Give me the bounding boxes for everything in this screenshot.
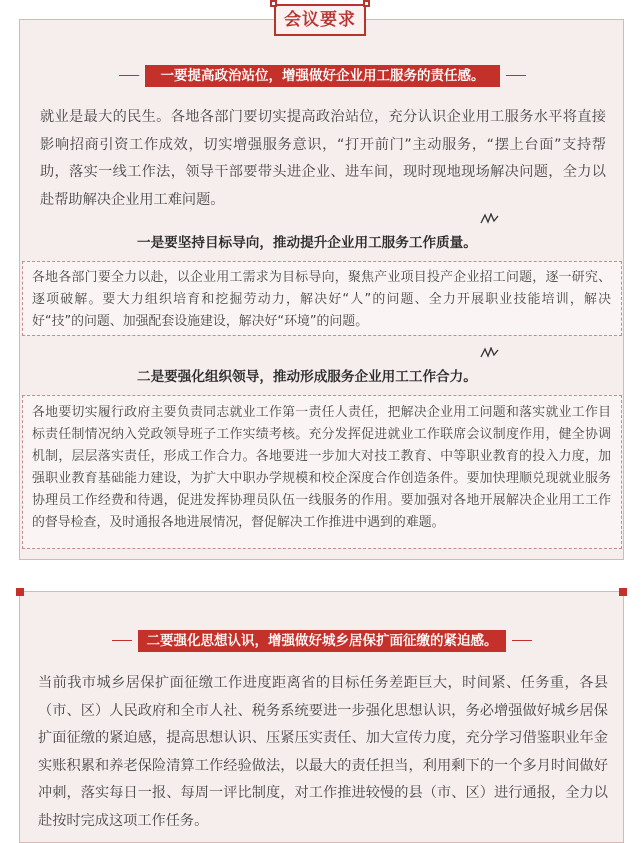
- requirement-1-text: 就业是最大的民生。各地各部门要切实提高政治站位，充分认识企业用工服务水平将直接影响招商引资工作成效，切实增强服务意识，“打开前门”主动服务，“摆上台面”支持帮助，落实一线工作法，领导干部要带头进企业、进车间，现时现地现场解决问题，全力以赴帮助解决企业用工难问题。: [40, 109, 606, 208]
- subsection-2-title: 二是要强化组织领导，推动形成服务企业用工工作合力。: [137, 369, 477, 385]
- outreach-card: [19, 591, 624, 843]
- requirement-2-text: 当前我市城乡居保扩面征缴工作进度距离省的目标任务差距巨大，时间紧、任务重，各县（市、区）人民政府和全市人社、税务系统要进一步强化思想认识，务必增强做好城乡居保扩面征缴的紧迫感，提高思想认识、压紧压实责任、加大宣传力度，充分学习借鉴职业年金实账积累和养老保险清算工作经验做法，以最大的责任担当，利用剩下的一个多月时间做好冲刺，落实每日一报、每周一评比制度，对工作推进较慢的县（市、区）进行通报，全力以赴按时完成这项工作任务。: [38, 675, 608, 829]
- corner-ornament: [16, 588, 24, 596]
- spark-icon: [480, 213, 500, 227]
- subsection-2-text: 各地要切实履行政府主要负责同志就业工作第一责任人责任，把解决企业用工问题和落实就业工作目标责任制情况纳入党政领导班子工作实绩考核。充分发挥促进就业工作联席会议制度作用，健全协调机制，层层落实责任，形成工作合力。各地要进一步加大对技工教育、中等职业教育的投入力度，加强职业教育基础能力建设，为扩大中职办学规模和校企深度合作创造条件。要加快理顺兑现就业服务协理员工作经费和待遇，促进发挥协理员队伍一线服务的作用。要加强对各地开展解决企业用工工作的督导检查，及时通报各地进展情况，督促解决工作推进中遇到的难题。: [32, 405, 611, 530]
- requirements-card: [19, 19, 624, 560]
- subsection-1-text: 各地各部门要全力以赴，以企业用工需求为目标导向，聚焦产业项目投产企业招工问题，逐一研究、逐项破解。要大力组织培育和挖掘劳动力，解决好“人”的问题、全力开展职业技能培训，解决好“技”的问题、加强配套设施建设，解决好“环境”的问题。: [32, 270, 611, 329]
- requirement-1-banner: 一要提高政治站位，增强做好企业用工服务的责任感。: [145, 65, 500, 87]
- tag-corner-ornament: [270, 0, 277, 7]
- tag-corner-ornament: [363, 0, 370, 7]
- subsection-1-title: 一是要坚持目标导向，推动提升企业用工服务工作质量。: [137, 235, 477, 251]
- corner-ornament: [619, 588, 627, 596]
- section-title: 会议要求: [274, 4, 366, 36]
- requirement-2-banner: 二要强化思想认识，增强做好城乡居保扩面征缴的紧迫感。: [138, 630, 506, 652]
- spark-icon: [480, 347, 500, 361]
